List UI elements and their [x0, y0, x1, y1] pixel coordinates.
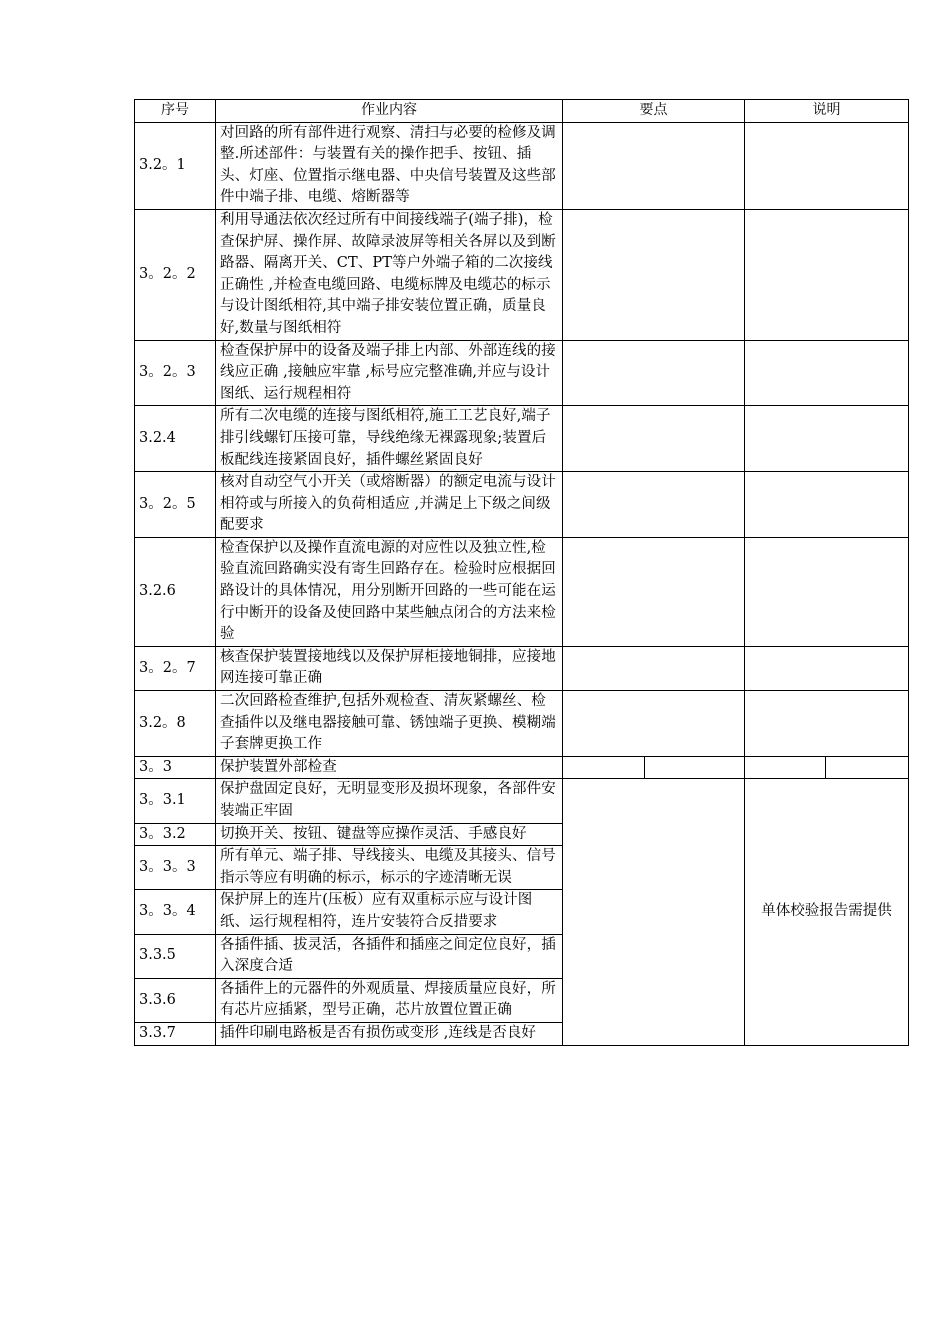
row-seq: 3。3。3	[135, 846, 216, 890]
row-notes	[745, 691, 909, 757]
table-row	[135, 209, 909, 340]
row-content: 切换开关、按钮、键盘等应操作灵活、手感良好	[216, 823, 563, 846]
row-seq: 3。2。2	[135, 209, 216, 340]
header-notes: 说明	[745, 100, 909, 123]
row-notes	[745, 472, 909, 538]
section-row	[135, 756, 909, 779]
section-title: 保护装置外部检查	[216, 756, 563, 779]
row-notes	[745, 537, 909, 646]
row-points	[563, 646, 745, 690]
merged-points-cell	[563, 779, 745, 1045]
row-points	[563, 406, 745, 472]
row-content: 保护盘固定良好，无明显变形及损坏现象，各部件安装端正牢固	[216, 779, 563, 823]
merged-note-cell: 单体校验报告需提供	[745, 779, 909, 1045]
row-seq: 3。3。4	[135, 890, 216, 934]
row-seq: 3.3.7	[135, 1022, 216, 1045]
row-points	[563, 537, 745, 646]
row-content: 检查保护以及操作直流电源的对应性以及独立性,检验直流回路确实没有寄生回路存在。检验时应根据回路设计的具体情况，用分别断开回路的一些可能在运行中断开的设备及使回路中某些触点闭合的方法来检验	[216, 537, 563, 646]
row-content: 所有单元、端子排、导线接头、电缆及其接头、信号指示等应有明确的标示，标示的字迹清晰无误	[216, 846, 563, 890]
table-row	[135, 340, 909, 406]
row-seq: 3.3.6	[135, 978, 216, 1022]
header-seq: 序号	[135, 100, 216, 123]
row-notes	[745, 122, 909, 209]
row-content: 核对自动空气小开关（或熔断器）的额定电流与设计相符或与所接入的负荷相适应 ,并满足上下级之间级配要求	[216, 472, 563, 538]
row-notes	[745, 646, 909, 690]
row-seq: 3。3.1	[135, 779, 216, 823]
table-row	[135, 472, 909, 538]
section-seq: 3。3	[135, 756, 216, 779]
row-seq: 3.2。8	[135, 691, 216, 757]
table-row	[135, 691, 909, 757]
row-seq: 3。2。7	[135, 646, 216, 690]
section-notes-a	[745, 756, 826, 779]
table-row	[135, 646, 909, 690]
row-seq: 3。2。3	[135, 340, 216, 406]
row-seq: 3.2。1	[135, 122, 216, 209]
row-content: 插件印刷电路板是否有损伤或变形 ,连线是否良好	[216, 1022, 563, 1045]
table-row	[135, 122, 909, 209]
row-content: 检查保护屏中的设备及端子排上内部、外部连线的接线应正确 ,接触应牢靠 ,标号应完整准确,并应与设计图纸、运行规程相符	[216, 340, 563, 406]
inspection-table	[134, 99, 909, 1046]
row-points	[563, 472, 745, 538]
section-points-b	[645, 756, 745, 779]
row-seq: 3.2.6	[135, 537, 216, 646]
row-content: 二次回路检查维护,包括外观检查、清灰紧螺丝、检查插件以及继电器接触可靠、锈蚀端子更换、模糊端子套牌更换工作	[216, 691, 563, 757]
header-content: 作业内容	[216, 100, 563, 123]
row-content: 对回路的所有部件进行观察、清扫与必要的检修及调整.所述部件：与装置有关的操作把手、按钮、插头、灯座、位置指示继电器、中央信号装置及这些部件中端子排、电缆、熔断器等	[216, 122, 563, 209]
table-row	[135, 537, 909, 646]
table-row	[135, 406, 909, 472]
row-points	[563, 691, 745, 757]
row-content: 所有二次电缆的连接与图纸相符,施工工艺良好,端子排引线螺钉压接可靠，导线绝缘无裸露现象;装置后板配线连接紧固良好，插件螺丝紧固良好	[216, 406, 563, 472]
row-notes	[745, 406, 909, 472]
row-seq: 3。2。5	[135, 472, 216, 538]
header-row	[135, 100, 909, 123]
row-notes	[745, 209, 909, 340]
section-notes-b	[826, 756, 909, 779]
row-content: 利用导通法依次经过所有中间接线端子(端子排)，检查保护屏、操作屏、故障录波屏等相关各屏以及到断路器、隔离开关、CT、PT等户外端子箱的二次接线正确性 ,并检查电缆回路、电缆标牌及电缆芯的标示与设计图纸相符,其中端子排安装位置正确，质量良好,数量与图纸相符	[216, 209, 563, 340]
row-points	[563, 122, 745, 209]
row-content: 各插件插、拔灵活，各插件和插座之间定位良好，插入深度合适	[216, 934, 563, 978]
table-row	[135, 779, 909, 823]
section-points-a	[563, 756, 645, 779]
row-content: 各插件上的元器件的外观质量、焊接质量应良好，所有芯片应插紧，型号正确，芯片放置位置正确	[216, 978, 563, 1022]
row-seq: 3。3.2	[135, 823, 216, 846]
row-seq: 3.3.5	[135, 934, 216, 978]
row-notes	[745, 340, 909, 406]
row-content: 保护屏上的连片(压板）应有双重标示应与设计图纸、运行规程相符，连片安装符合反措要求	[216, 890, 563, 934]
row-points	[563, 209, 745, 340]
header-points: 要点	[563, 100, 745, 123]
row-seq: 3.2.4	[135, 406, 216, 472]
row-points	[563, 340, 745, 406]
row-content: 核查保护装置接地线以及保护屏柜接地铜排，应接地网连接可靠正确	[216, 646, 563, 690]
